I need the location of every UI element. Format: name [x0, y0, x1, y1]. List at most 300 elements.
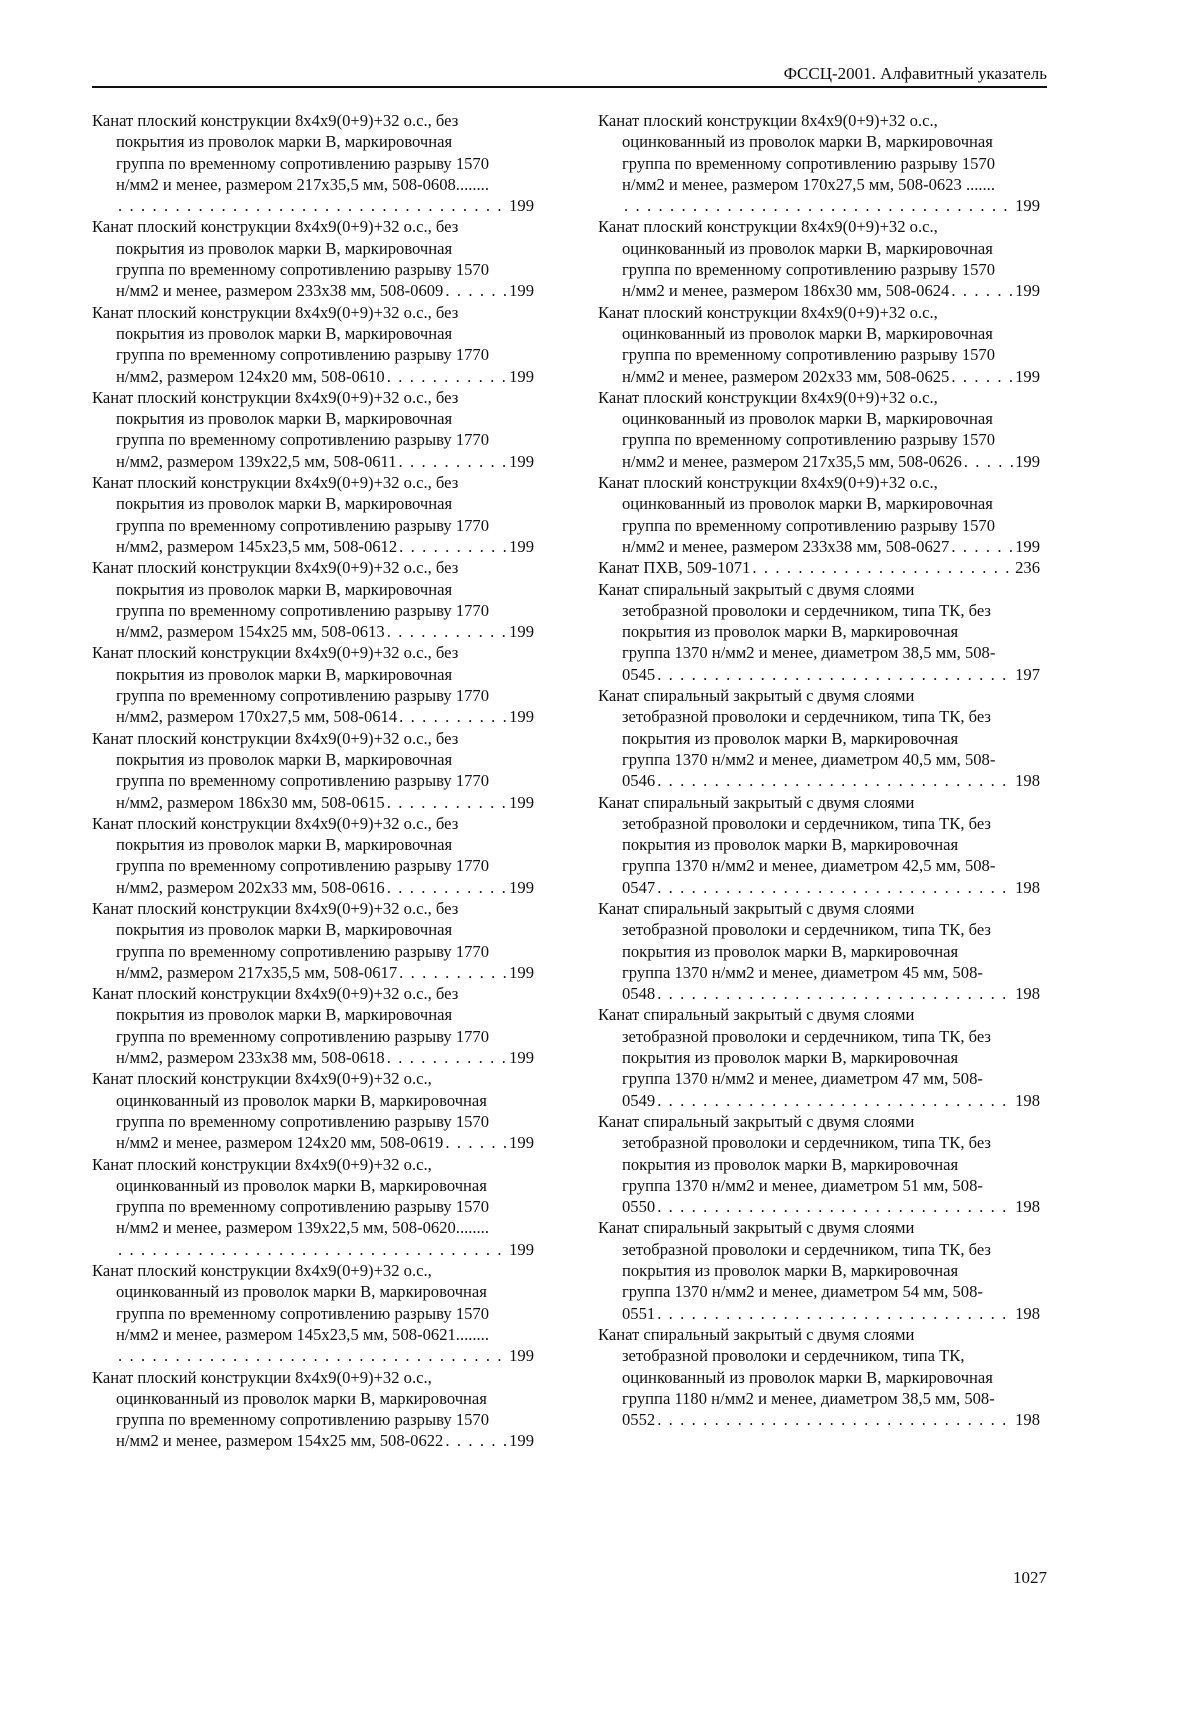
entry-text: группа по временному сопротивлению разрыву 1570 [116, 1111, 490, 1131]
entry-text: группа по временному сопротивлению разрыву 1770 [116, 345, 490, 365]
index-entry-line [92, 855, 534, 876]
entry-page-ref: 199 [1015, 366, 1040, 386]
entry-text: группа по временному сопротивлению разрыву 1770 [116, 430, 490, 450]
entry-text: покрытия из проволок марки В, маркировочная [622, 622, 959, 642]
index-entry-line [92, 1367, 534, 1388]
entry-text: группа 1370 н/мм2 и менее, диаметром 40,5 мм, 508- [622, 749, 996, 769]
index-entry-line [92, 344, 534, 365]
entry-page-ref: 199 [509, 877, 534, 897]
entry-page-ref: 199 [1015, 281, 1040, 301]
entry-text: Канат плоский конструкции 8х4х9(0+9)+32 о.с., [92, 1154, 432, 1174]
entry-page-ref: 198 [1015, 1410, 1040, 1430]
entry-page-ref: 198 [1015, 771, 1040, 791]
index-entry-line [598, 1068, 1040, 1089]
index-entry-line [92, 1303, 534, 1324]
entry-text: Канат ПХВ, 509-1071 [598, 558, 751, 578]
dot-leader [387, 366, 507, 387]
entry-text: Канат плоский конструкции 8х4х9(0+9)+32 о.с., без [92, 898, 459, 918]
index-entry-line [598, 1367, 1040, 1388]
index-entry-line [92, 1239, 534, 1260]
dot-leader [118, 195, 507, 216]
entry-text: покрытия из проволок марки В, маркировочная [116, 132, 453, 152]
index-entry [92, 813, 534, 898]
index-entry-line [92, 664, 534, 685]
dot-leader [951, 366, 1013, 387]
entry-text: Канат плоский конструкции 8х4х9(0+9)+32 о.с., без [92, 217, 459, 237]
entry-text: покрытия из проволок марки В, маркировочная [116, 409, 453, 429]
dot-leader [951, 536, 1013, 557]
entry-text: оцинкованный из проволок марки В, маркировочная [116, 1175, 487, 1195]
index-entry-line [598, 280, 1040, 301]
index-entry [92, 642, 534, 727]
index-entry-line [598, 1281, 1040, 1302]
entry-text: покрытия из проволок марки В, маркировочная [116, 238, 453, 258]
index-entry [598, 472, 1040, 557]
entry-text: группа по временному сопротивлению разрыву 1570 [116, 1303, 490, 1323]
entry-text: покрытия из проволок марки В, маркировочная [622, 1261, 959, 1281]
index-entry-line [92, 472, 534, 493]
index-entry-line [92, 408, 534, 429]
dot-leader [445, 1430, 507, 1451]
index-entry-line [598, 153, 1040, 174]
index-entry-line [598, 238, 1040, 259]
index-entry-line [92, 1217, 534, 1238]
index-column-right [598, 110, 1040, 1430]
entry-text: оцинкованный из проволок марки В, маркировочная [622, 494, 993, 514]
index-entry-line [598, 1175, 1040, 1196]
entry-text: 0551 [622, 1303, 656, 1323]
index-entry-line [598, 259, 1040, 280]
entry-text: н/мм2, размером 145х23,5 мм, 508-0612 [116, 536, 398, 556]
index-entry-line [598, 962, 1040, 983]
index-entry-line [598, 941, 1040, 962]
index-entry [92, 728, 534, 813]
entry-text: группа 1180 н/мм2 и менее, диаметром 38,5 мм, 508- [622, 1388, 995, 1408]
entry-text: Канат плоский конструкции 8х4х9(0+9)+32 о.с., без [92, 643, 459, 663]
entry-text: группа по временному сопротивлению разрыву 1570 [622, 153, 996, 173]
entry-text: группа по временному сопротивлению разрыву 1570 [622, 515, 996, 535]
index-entry-line [92, 1132, 534, 1153]
entry-text: группа 1370 н/мм2 и менее, диаметром 54 мм, 508- [622, 1282, 983, 1302]
entry-text: покрытия из проволок марки В, маркировочная [116, 494, 453, 514]
index-entry [598, 302, 1040, 387]
index-entry-line [92, 280, 534, 301]
index-entry-line [598, 472, 1040, 493]
header-rule [92, 86, 1047, 88]
index-entry-line [598, 664, 1040, 685]
index-entry-line [92, 515, 534, 536]
index-entry-line [92, 898, 534, 919]
entry-text: группа по временному сопротивлению разрыву 1570 [116, 153, 490, 173]
entry-text: Канат плоский конструкции 8х4х9(0+9)+32 о.с., [598, 302, 938, 322]
index-entry-line [92, 557, 534, 578]
index-entry [92, 472, 534, 557]
entry-page-ref: 198 [1015, 1090, 1040, 1110]
index-entry-line [92, 1047, 534, 1068]
index-entry-line [92, 1345, 534, 1366]
index-entry-line [92, 834, 534, 855]
index-entry-line [92, 749, 534, 770]
entry-text: зетобразной проволоки и сердечником, типа ТК, без [622, 813, 991, 833]
index-entry-line [92, 366, 534, 387]
entry-page-ref: 199 [509, 281, 534, 301]
entry-text: Канат плоский конструкции 8х4х9(0+9)+32 о.с., [92, 1261, 432, 1281]
entry-text: Канат спиральный закрытый с двумя слоями [598, 1324, 915, 1344]
entry-text: покрытия из проволок марки В, маркировочная [622, 941, 959, 961]
index-entry-line [92, 536, 534, 557]
index-entry-line [92, 1004, 534, 1025]
index-entry [92, 1367, 534, 1452]
index-entry [92, 110, 534, 216]
index-entry-line [598, 131, 1040, 152]
entry-text: оцинкованный из проволок марки В, маркировочная [116, 1090, 487, 1110]
dot-leader [387, 792, 507, 813]
entry-text: Канат спиральный закрытый с двумя слоями [598, 686, 915, 706]
entry-page-ref: 199 [509, 1048, 534, 1068]
index-entry-line [598, 1388, 1040, 1409]
index-entry [598, 387, 1040, 472]
entry-text: 0552 [622, 1410, 656, 1430]
entry-text: н/мм2 и менее, размером 139х22,5 мм, 508-0620........ [116, 1218, 489, 1238]
index-entry-line [598, 429, 1040, 450]
index-entry-line [598, 195, 1040, 216]
entry-text: зетобразной проволоки и сердечником, типа ТК, без [622, 707, 991, 727]
index-entry-line [92, 792, 534, 813]
index-entry [598, 557, 1040, 578]
index-entry-line [92, 685, 534, 706]
dot-leader [657, 664, 1013, 685]
index-entry [598, 685, 1040, 791]
index-entry [598, 1004, 1040, 1110]
index-entry [92, 1154, 534, 1260]
entry-text: оцинкованный из проволок марки В, маркировочная [116, 1388, 487, 1408]
entry-page-ref: 199 [509, 196, 534, 216]
index-entry-line [92, 216, 534, 237]
entry-text: группа по временному сопротивлению разрыву 1770 [116, 1026, 490, 1046]
index-entry-line [598, 1196, 1040, 1217]
dot-leader [657, 770, 1013, 791]
index-entry [92, 898, 534, 983]
index-entry [598, 579, 1040, 685]
index-entry-line [92, 302, 534, 323]
index-entry-line [598, 536, 1040, 557]
dot-leader [399, 451, 508, 472]
index-entry-line [92, 600, 534, 621]
entry-text: зетобразной проволоки и сердечником, типа ТК, без [622, 1239, 991, 1259]
index-entry-line [598, 621, 1040, 642]
index-entry-line [598, 600, 1040, 621]
index-entry-line [598, 1260, 1040, 1281]
index-entry-line [92, 174, 534, 195]
dot-leader [387, 877, 507, 898]
entry-text: н/мм2 и менее, размером 217х35,5 мм, 508-0626 [622, 451, 962, 471]
index-entry [598, 1217, 1040, 1323]
entry-text: н/мм2 и менее, размером 145х23,5 мм, 508-0621........ [116, 1324, 489, 1344]
dot-leader [657, 1196, 1013, 1217]
entry-text: н/мм2, размером 139х22,5 мм, 508-0611 [116, 451, 397, 471]
entry-text: Канат спиральный закрытый с двумя слоями [598, 898, 915, 918]
entry-text: н/мм2 и менее, размером 217х35,5 мм, 508-0608........ [116, 174, 489, 194]
dot-leader [399, 536, 507, 557]
entry-text: н/мм2, размером 124х20 мм, 508-0610 [116, 366, 385, 386]
dot-leader [624, 195, 1013, 216]
entry-text: н/мм2 и менее, размером 154х25 мм, 508-0622 [116, 1431, 444, 1451]
index-entry-line [598, 983, 1040, 1004]
index-entry-line [92, 770, 534, 791]
entry-text: н/мм2, размером 154х25 мм, 508-0613 [116, 622, 385, 642]
index-entry [92, 1260, 534, 1366]
dot-leader [657, 1409, 1013, 1430]
entry-text: н/мм2, размером 233х38 мм, 508-0618 [116, 1048, 385, 1068]
entry-text: н/мм2 и менее, размером 124х20 мм, 508-0619 [116, 1133, 444, 1153]
entry-text: покрытия из проволок марки В, маркировочная [622, 1048, 959, 1068]
dot-leader [657, 1090, 1013, 1111]
index-entry-line [92, 429, 534, 450]
entry-page-ref: 199 [509, 707, 534, 727]
entry-text: группа 1370 н/мм2 и менее, диаметром 38,5 мм, 508- [622, 643, 996, 663]
entry-page-ref: 199 [509, 366, 534, 386]
entry-text: н/мм2 и менее, размером 170х27,5 мм, 508-0623 ....... [622, 174, 995, 194]
entry-page-ref: 236 [1015, 558, 1040, 578]
entry-text: группа 1370 н/мм2 и менее, диаметром 47 мм, 508- [622, 1069, 983, 1089]
entry-page-ref: 199 [509, 1133, 534, 1153]
index-entry-line [598, 728, 1040, 749]
dot-leader [118, 1239, 507, 1260]
index-entry-line [92, 1409, 534, 1430]
index-entry-line [92, 131, 534, 152]
index-entry-line [92, 877, 534, 898]
entry-text: 0549 [622, 1090, 656, 1110]
index-entry-line [598, 302, 1040, 323]
entry-page-ref: 198 [1015, 1303, 1040, 1323]
dot-leader [445, 280, 507, 301]
entry-text: группа по временному сопротивлению разрыву 1570 [116, 1410, 490, 1430]
index-entry-line [92, 451, 534, 472]
entry-text: 0548 [622, 984, 656, 1004]
index-entry-line [598, 770, 1040, 791]
entry-page-ref: 199 [509, 792, 534, 812]
entry-text: покрытия из проволок марки В, маркировочная [116, 920, 453, 940]
entry-text: н/мм2 и менее, размером 186х30 мм, 508-0624 [622, 281, 950, 301]
index-entry-line [92, 1090, 534, 1111]
index-entry-line [92, 110, 534, 131]
entry-text: покрытия из проволок марки В, маркировочная [116, 579, 453, 599]
entry-text: покрытия из проволок марки В, маркировочная [116, 323, 453, 343]
entry-text: группа по временному сопротивлению разрыву 1770 [116, 515, 490, 535]
entry-text: группа по временному сопротивлению разрыву 1570 [116, 260, 490, 280]
entry-text: 0547 [622, 877, 656, 897]
entry-page-ref: 199 [509, 451, 534, 471]
entry-text: группа 1370 н/мм2 и менее, диаметром 51 мм, 508- [622, 1175, 983, 1195]
entry-text: Канат спиральный закрытый с двумя слоями [598, 1218, 915, 1238]
entry-text: группа по временному сопротивлению разрыву 1570 [622, 430, 996, 450]
index-entry-line [92, 1281, 534, 1302]
entry-text: покрытия из проволок марки В, маркировочная [622, 1154, 959, 1174]
index-entry-line [92, 387, 534, 408]
entry-text: оцинкованный из проволок марки В, маркировочная [622, 323, 993, 343]
entry-text: покрытия из проволок марки В, маркировочная [116, 1005, 453, 1025]
entry-text: 0546 [622, 771, 656, 791]
entry-text: группа по временному сопротивлению разрыву 1770 [116, 771, 490, 791]
dot-leader [657, 877, 1013, 898]
entry-page-ref: 199 [509, 536, 534, 556]
index-entry [92, 557, 534, 642]
index-entry-line [92, 919, 534, 940]
index-entry-line [598, 919, 1040, 940]
entry-page-ref: 199 [1015, 196, 1040, 216]
index-entry-line [92, 706, 534, 727]
entry-text: группа по временному сопротивлению разрыву 1770 [116, 600, 490, 620]
index-entry-line [598, 877, 1040, 898]
entry-text: Канат плоский конструкции 8х4х9(0+9)+32 о.с., [92, 1367, 432, 1387]
index-entry-line [598, 216, 1040, 237]
index-entry [598, 1324, 1040, 1430]
index-entry-line [598, 387, 1040, 408]
index-entry-line [92, 1175, 534, 1196]
index-entry-line [598, 813, 1040, 834]
entry-text: оцинкованный из проволок марки В, маркировочная [116, 1282, 487, 1302]
entry-text: 0550 [622, 1197, 656, 1217]
index-entry-line [598, 1090, 1040, 1111]
index-entry [598, 898, 1040, 1004]
entry-page-ref: 197 [1015, 664, 1040, 684]
entry-text: н/мм2, размером 186х30 мм, 508-0615 [116, 792, 385, 812]
entry-text: Канат плоский конструкции 8х4х9(0+9)+32 о.с., без [92, 558, 459, 578]
entry-text: Канат спиральный закрытый с двумя слоями [598, 792, 915, 812]
index-entry-line [598, 685, 1040, 706]
entry-text: группа по временному сопротивлению разрыву 1770 [116, 686, 490, 706]
index-entry [92, 387, 534, 472]
index-entry-line [598, 408, 1040, 429]
running-header: ФССЦ-2001. Алфавитный указатель [783, 64, 1047, 83]
entry-text: н/мм2 и менее, размером 233х38 мм, 508-0609 [116, 281, 444, 301]
entry-text: группа 1370 н/мм2 и менее, диаметром 42,5 мм, 508- [622, 856, 996, 876]
entry-text: зетобразной проволоки и сердечником, типа ТК, без [622, 600, 991, 620]
entry-text: группа 1370 н/мм2 и менее, диаметром 45 мм, 508- [622, 962, 983, 982]
index-entry-line [92, 1324, 534, 1345]
entry-text: Канат плоский конструкции 8х4х9(0+9)+32 о.с., без [92, 813, 459, 833]
entry-text: 0545 [622, 664, 656, 684]
index-entry-line [92, 1068, 534, 1089]
index-entry-line [92, 941, 534, 962]
index-entry-line [598, 792, 1040, 813]
entry-text: покрытия из проволок марки В, маркировочная [116, 664, 453, 684]
index-entry-line [598, 1111, 1040, 1132]
entry-text: Канат плоский конструкции 8х4х9(0+9)+32 о.с., [598, 387, 938, 407]
entry-text: покрытия из проволок марки В, маркировочная [116, 749, 453, 769]
page-number: 1027 [1013, 1568, 1047, 1587]
index-entry-line [92, 195, 534, 216]
index-entry-line [92, 259, 534, 280]
index-entry-line [92, 962, 534, 983]
entry-text: зетобразной проволоки и сердечником, типа ТК, [622, 1346, 965, 1366]
index-entry-line [598, 1026, 1040, 1047]
index-entry-line [598, 174, 1040, 195]
index-entry-line [598, 323, 1040, 344]
entry-page-ref: 199 [509, 1239, 534, 1259]
index-entry-line [598, 855, 1040, 876]
dot-leader [951, 280, 1013, 301]
index-entry-line [598, 642, 1040, 663]
index-entry-line [92, 813, 534, 834]
index-entry-line [598, 1217, 1040, 1238]
entry-text: н/мм2, размером 217х35,5 мм, 508-0617 [116, 962, 398, 982]
entry-page-ref: 198 [1015, 877, 1040, 897]
dot-leader [387, 621, 507, 642]
index-entry [598, 216, 1040, 301]
entry-text: оцинкованный из проволок марки В, маркировочная [622, 238, 993, 258]
entry-text: н/мм2 и менее, размером 233х38 мм, 508-0627 [622, 536, 950, 556]
entry-text: Канат плоский конструкции 8х4х9(0+9)+32 о.с., без [92, 728, 459, 748]
entry-text: Канат спиральный закрытый с двумя слоями [598, 579, 915, 599]
index-entry-line [598, 344, 1040, 365]
index-entry-line [92, 1154, 534, 1175]
index-entry-line [92, 579, 534, 600]
index-entry-line [92, 728, 534, 749]
entry-page-ref: 199 [509, 1431, 534, 1451]
index-entry-line [598, 515, 1040, 536]
entry-text: Канат плоский конструкции 8х4х9(0+9)+32 о.с., [598, 473, 938, 493]
index-entry-line [92, 983, 534, 1004]
index-entry-line [598, 834, 1040, 855]
entry-text: оцинкованный из проволок марки В, маркировочная [622, 132, 993, 152]
entry-text: Канат плоский конструкции 8х4х9(0+9)+32 о.с., [598, 217, 938, 237]
index-entry-line [92, 1260, 534, 1281]
dot-leader [657, 983, 1013, 1004]
dot-leader [752, 557, 1013, 578]
index-entry-line [598, 1303, 1040, 1324]
index-entry-line [598, 557, 1040, 578]
entry-text: оцинкованный из проволок марки В, маркировочная [622, 1367, 993, 1387]
index-entry-line [92, 621, 534, 642]
index-entry-line [598, 898, 1040, 919]
index-entry-line [92, 238, 534, 259]
dot-leader [964, 451, 1013, 472]
index-entry [598, 110, 1040, 216]
entry-text: Канат плоский конструкции 8х4х9(0+9)+32 о.с., без [92, 984, 459, 1004]
index-entry-line [92, 1196, 534, 1217]
entry-page-ref: 198 [1015, 984, 1040, 1004]
entry-text: зетобразной проволоки и сердечником, типа ТК, без [622, 920, 991, 940]
index-entry-line [598, 706, 1040, 727]
entry-page-ref: 199 [1015, 536, 1040, 556]
index-entry-line [598, 1047, 1040, 1068]
entry-page-ref: 199 [509, 622, 534, 642]
index-entry-line [598, 110, 1040, 131]
index-entry-line [92, 642, 534, 663]
entry-text: н/мм2, размером 170х27,5 мм, 508-0614 [116, 707, 398, 727]
entry-text: покрытия из проволок марки В, маркировочная [116, 835, 453, 855]
index-entry-line [598, 1239, 1040, 1260]
entry-text: Канат плоский конструкции 8х4х9(0+9)+32 о.с., [92, 1069, 432, 1089]
index-entry-line [598, 1345, 1040, 1366]
entry-text: покрытия из проволок марки В, маркировочная [622, 728, 959, 748]
entry-text: Канат спиральный закрытый с двумя слоями [598, 1005, 915, 1025]
index-entry-line [598, 366, 1040, 387]
entry-text: оцинкованный из проволок марки В, маркировочная [622, 409, 993, 429]
index-column-left [92, 110, 534, 1452]
entry-text: Канат плоский конструкции 8х4х9(0+9)+32 о.с., без [92, 473, 459, 493]
entry-page-ref: 199 [509, 962, 534, 982]
index-entry [598, 792, 1040, 898]
dot-leader [657, 1303, 1013, 1324]
index-entry-line [92, 323, 534, 344]
dot-leader [387, 1047, 507, 1068]
index-entry-line [92, 493, 534, 514]
entry-text: Канат плоский конструкции 8х4х9(0+9)+32 о.с., [598, 111, 938, 130]
entry-text: зетобразной проволоки и сердечником, типа ТК, без [622, 1133, 991, 1153]
index-entry [92, 216, 534, 301]
